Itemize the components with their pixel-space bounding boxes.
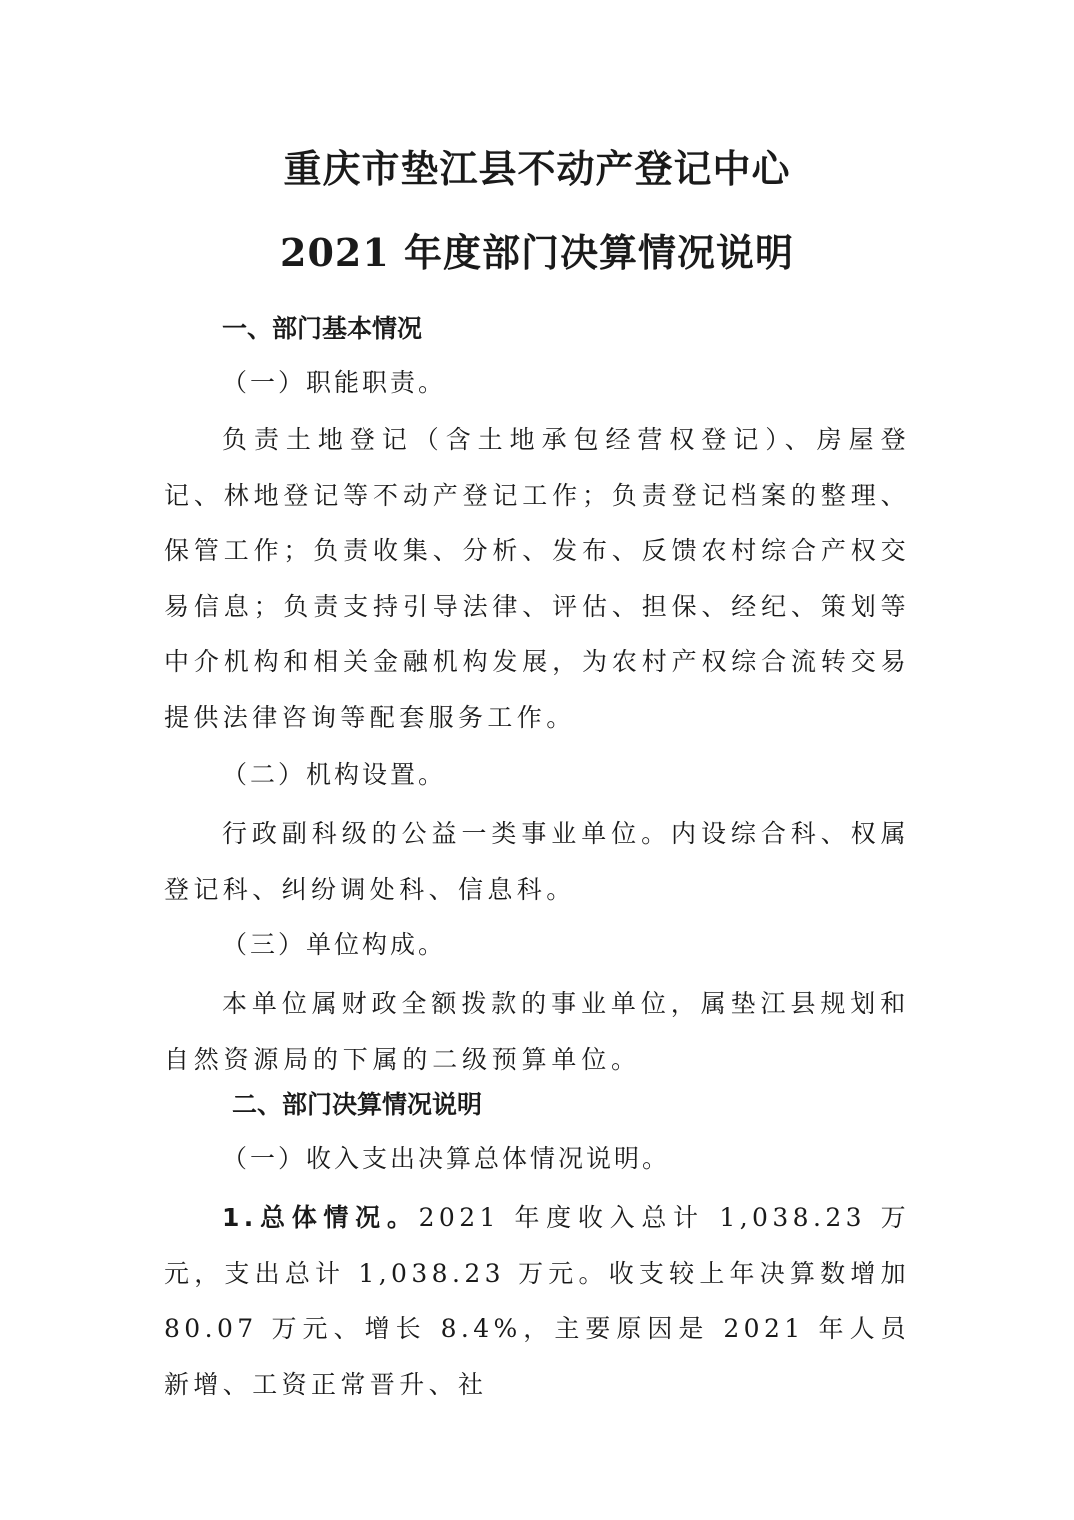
- paragraph-overview: [164, 1190, 910, 1412]
- paragraph-overview-text: 2021 年度收入总计 1,038.23 万元，支出总计 1,038.23 万元。收支较上年决算数增加 80.07 万元、增长 8.4%，主要原因是 2021 年人员新增、工资正常晋升、社: [164, 1203, 910, 1399]
- subsection-heading-composition: （三）单位构成。: [222, 930, 447, 959]
- paragraph-composition: 本单位属财政全额拨款的事业单位，属垫江县规划和自然资源局的下属的二级预算单位。: [164, 989, 910, 1074]
- paragraph-organization: 行政副科级的公益一类事业单位。内设综合科、权属登记科、纠纷调处科、信息科。: [164, 819, 910, 904]
- subsection-heading-organization: （二）机构设置。: [222, 760, 447, 789]
- document-title-line-2: 2021 年度部门决算情况说明: [280, 230, 794, 275]
- paragraph-lead-label: 1.总体情况。: [222, 1203, 419, 1232]
- subsection-heading-overview: （一）收入支出决算总体情况说明。: [222, 1144, 671, 1173]
- paragraph-duties: 负责土地登记（含土地承包经营权登记）、房屋登记、林地登记等不动产登记工作；负责登记档案的整理、保管工作；负责收集、分析、发布、反馈农村综合产权交易信息；负责支持引导法律、评估、担保、经纪、策划等中介机构和相关金融机构发展，为农村产权综合流转交易提供法律咨询等配套服务工作。: [164, 425, 910, 732]
- subsection-heading-duties: （一）职能职责。: [222, 368, 447, 397]
- document-title-line-1: 重庆市垫江县不动产登记中心: [283, 146, 791, 191]
- section-heading-final-accounts: 二、部门决算情况说明: [232, 1090, 483, 1119]
- section-heading-basic-info: 一、部门基本情况: [222, 314, 423, 343]
